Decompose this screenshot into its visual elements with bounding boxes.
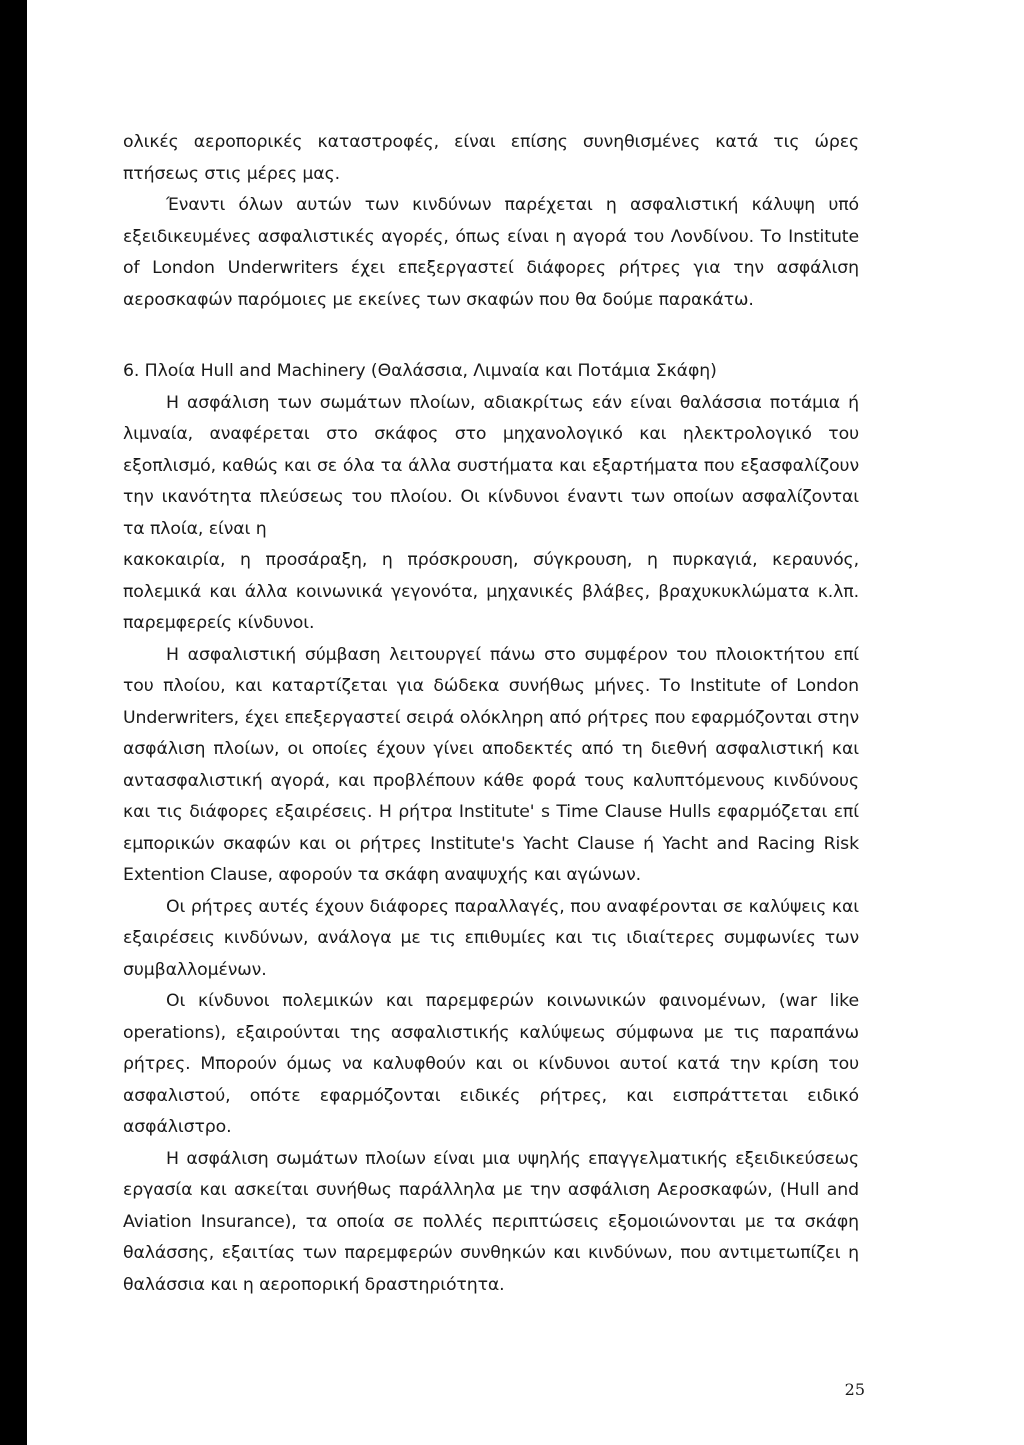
section-paragraph-4: Οι κίνδυνοι πολεμικών και παρεμφερών κοινωνικών φαινομένων, (war like operations), εξαιρούνται της ασφαλιστικής καλύψεως σύμφωνα με τις παραπάνω ρήτρες. Μπορούν όμως να καλυφθούν και οι κίνδυνοι αυτοί κατά την κρίση του ασφαλιστού, οπότε εφαρμόζονται ειδικές ρήτρες, και εισπράττεται ειδικό ασφάλιστρο. [123, 991, 859, 1137]
page-number: 25 [844, 1380, 865, 1399]
section-paragraph-1b: κακοκαιρία, η προσάραξη, η πρόσκρουση, σύγκρουση, η πυρκαγιά, κεραυνός, πολεμικά και άλλα κοινωνικά γεγονότα, μηχανικές βλάβες, βραχυκυκλώματα κ.λπ. παρεμφερείς κίνδυνοι. [123, 550, 859, 633]
section-paragraph-2: Η ασφαλιστική σύμβαση λειτουργεί πάνω στο συμφέρον του πλοιοκτήτου επί του πλοίου, και καταρτίζεται για δώδεκα συνήθως μήνες. Το Institute of London Underwriters, έχει επεξεργαστεί σειρά ολόκληρη από ρήτρες που εφαρμόζονται στην ασφάλιση πλοίων, οι οποίες έχουν γίνει αποδεκτές από τη διεθνή ασφαλιστική και αντασφαλιστική αγορά, και προβλέπουν κάθε φορά τους καλυπτόμενους κινδύνους και τις διάφορες εξαιρέσεις. Η ρήτρα Institute' s Time Clause Hulls εφαρμόζεται επί εμπορικών σκαφών και οι ρήτρες Institute's Yacht Clause ή Yacht and Racing Risk Extention Clause, αφορούν τα σκάφη αναψυχής και αγώνων. [123, 644, 859, 885]
document-page [27, 0, 1024, 1445]
coverage-paragraph: Έναντι όλων αυτών των κινδύνων παρέχεται η ασφαλιστική κάλυψη υπό εξειδικευμένες ασφαλιστικές αγορές, όπως είναι η αγορά του Λονδίνου. Το Institute of London Underwriters έχει επεξεργαστεί διάφορες ρήτρες για την ασφάλιση αεροσκαφών παρόμοιες με εκείνες των σκαφών που θα δούμε παρακάτω. [123, 195, 859, 310]
document-body [123, 127, 859, 1301]
section-paragraph-3: Οι ρήτρες αυτές έχουν διάφορες παραλλαγές, που αναφέρονται σε καλύψεις και εξαιρέσεις κινδύνων, ανάλογα με τις επιθυμίες και τις ιδιαίτερες συμφωνίες των συμβαλλομένων. [123, 896, 859, 980]
section-paragraph-1a: Η ασφάλιση των σωμάτων πλοίων, αδιακρίτως εάν είναι θαλάσσια ποτάμια ή λιμναία, αναφέρεται στο σκάφος στο μηχανολογικό και ηλεκτρολογικό του εξοπλισμό, καθώς και σε όλα τα άλλα συστήματα και εξαρτήματα που εξασφαλίζουν την ικανότητα πλεύσεως του πλοίου. Οι κίνδυνοι έναντι των οποίων ασφαλίζονται τα πλοία, είναι η [123, 392, 859, 539]
section-heading: 6. Πλοία Hull and Machinery (Θαλάσσια, Λιμναία και Ποτάμια Σκάφη) [123, 361, 717, 381]
section-spacing [123, 316, 859, 356]
scan-edge-mark [23, 0, 26, 85]
section-paragraph-5: Η ασφάλιση σωμάτων πλοίων είναι μια υψηλής επαγγελματικής εξειδικεύσεως εργασία και ασκείται συνήθως παράλληλα με την ασφάλιση Αεροσκαφών, (Hull and Aviation Insurance), τα οποία σε πολλές περιπτώσεις εξομοιώνονται με τα σκάφη θαλάσσης, εξαιτίας των παρεμφερών συνθηκών και κινδύνων, που αντιμετωπίζει η θαλάσσια και η αεροπορική δραστηριότητα. [123, 1148, 859, 1295]
intro-paragraph: ολικές αεροπορικές καταστροφές, είναι επίσης συνηθισμένες κατά τις ώρες πτήσεως στις μέρες μας. [123, 132, 859, 184]
